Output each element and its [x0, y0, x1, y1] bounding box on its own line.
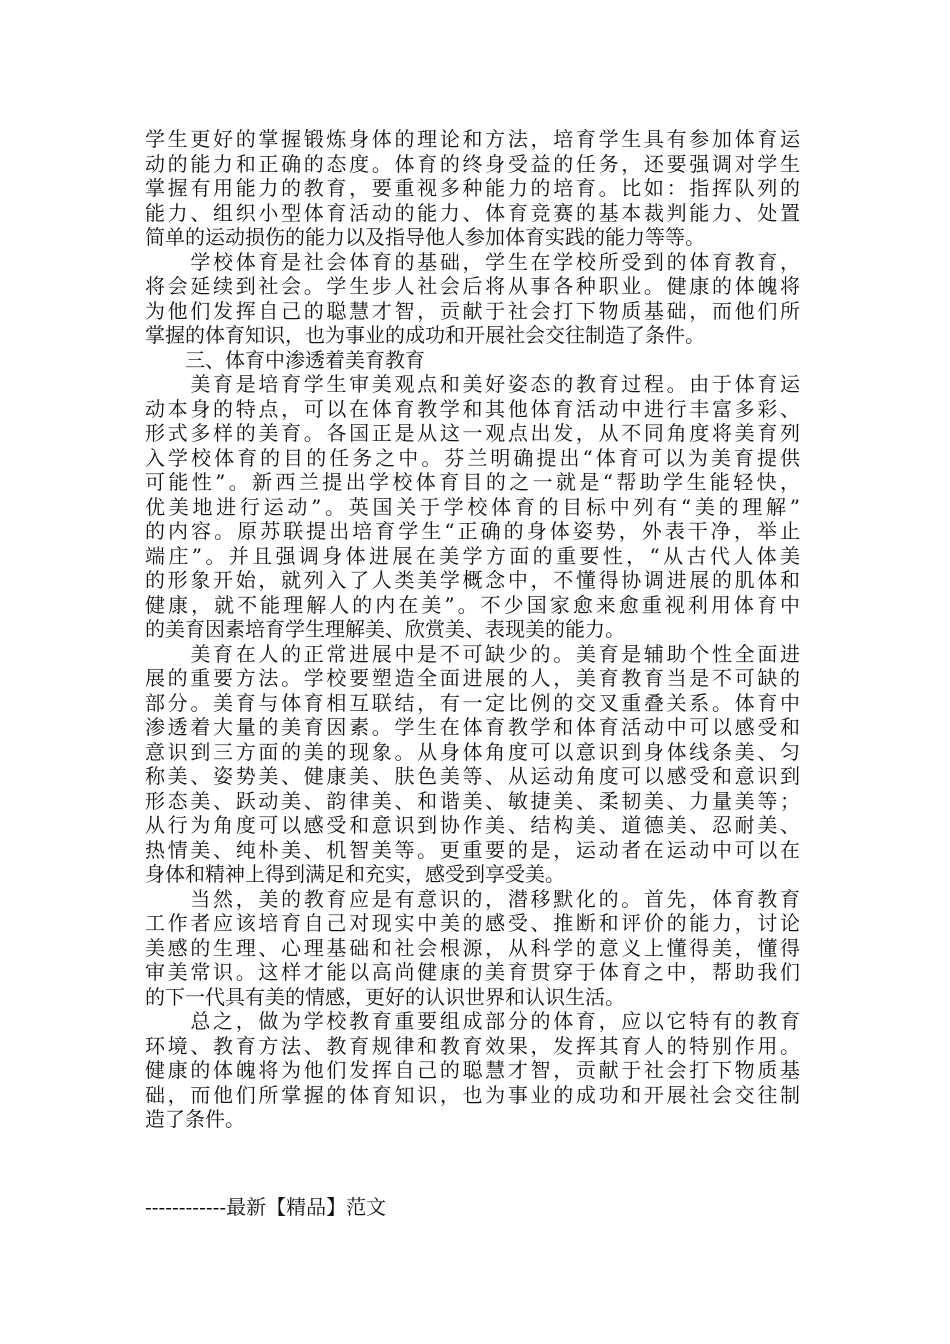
text-line: 学生更好的掌握锻炼身体的理论和方法，培育学生具有参加体育运 [145, 127, 800, 151]
text-line: 热情美、纯朴美、机智美等。更重要的是，运动者在运动中可以在 [145, 837, 800, 862]
text-line: 展的重要方法。学校要塑造全面进展的人，美育教育当是不可缺的 [145, 666, 800, 690]
text-line: 工作者应该培育自己对现实中美的感受、推断和评价的能力，讨论 [145, 911, 800, 935]
text-line: 端庄”。并且强调身体进展在美学方面的重要性，“从古代人体美 [145, 543, 800, 568]
text-line: 造了条件。 [145, 1107, 245, 1131]
text-line: 健康，就不能理解人的内在美”。不少国家愈来愈重视利用体育中 [145, 592, 800, 617]
text-line: 当然，美的教育应是有意识的，潜移默化的。首先，体育教育 [145, 886, 800, 911]
text-line: 审美常识。这样才能以高尚健康的美育贯穿于体育之中，帮助我们 [145, 960, 800, 984]
text-line: 美育在人的正常进展中是不可缺少的。美育是辅助个性全面进 [145, 641, 800, 666]
text-line: 三、体育中渗透着美育教育 [145, 347, 425, 372]
text-line: 美感的生理、心理基础和社会根源，从科学的意义上懂得美，懂得 [145, 935, 800, 960]
text-line: 身体和精神上得到满足和充实，感受到享受美。 [145, 862, 565, 886]
text-line: 的下一代具有美的情感，更好的认识世界和认识生活。 [145, 984, 625, 1009]
page-footer: ------------最新【精品】范文 [145, 1195, 387, 1219]
text-line: 从行为角度可以感受和意识到协作美、结构美、道德美、忍耐美、 [145, 813, 800, 837]
text-line: 形式多样的美育。各国正是从这一观点出发，从不同角度将美育列 [145, 421, 800, 445]
text-line: 的形象开始，就列入了人类美学概念中，不懂得协调进展的肌体和 [145, 568, 800, 592]
document-body [145, 127, 800, 1132]
text-line: 称美、姿势美、健康美、肤色美等、从运动角度可以感受和意识到 [145, 764, 800, 788]
text-line: 可能性”。新西兰提出学校体育目的之一就是“帮助学生能轻快， [145, 470, 800, 494]
text-line: 础，而他们所掌握的体育知识，也为事业的成功和开展社会交往制 [145, 1082, 800, 1107]
text-line: 学校体育是社会体育的基础，学生在学校所受到的体育教育， [145, 249, 800, 274]
text-line: 为他们发挥自己的聪慧才智，贡献于社会打下物质基础，而他们所 [145, 298, 800, 323]
text-line: 美育是培育学生审美观点和美好姿态的教育过程。由于体育运 [145, 372, 800, 396]
text-line: 掌握的体育知识，也为事业的成功和开展社会交往制造了条件。 [145, 323, 705, 347]
text-line: 将会延续到社会。学生步人社会后将从事各种职业。健康的体魄将 [145, 274, 800, 298]
text-line: 渗透着大量的美育因素。学生在体育教学和体育活动中可以感受和 [145, 715, 800, 739]
text-line: 部分。美育与体育相互联结，有一定比例的交叉重叠关系。体育中 [145, 690, 800, 715]
text-line: 动本身的特点，可以在体育教学和其他体育活动中进行丰富多彩、 [145, 396, 800, 421]
text-line: 的内容。原苏联提出培育学生“正确的身体姿势，外表干净，举止 [145, 519, 800, 543]
text-line: 优美地进行运动”。英国关于学校体育的目标中列有“美的理解” [145, 494, 800, 519]
text-line: 入学校体育的目的任务之中。芬兰明确提出“体育可以为美育提供 [145, 445, 800, 470]
text-line: 总之，做为学校教育重要组成部分的体育，应以它特有的教育 [145, 1009, 800, 1033]
text-line: 掌握有用能力的教育，要重视多种能力的培育。比如：指挥队列的 [145, 176, 800, 200]
text-line: 简单的运动损伤的能力以及指导他人参加体育实践的能力等等。 [145, 225, 705, 249]
text-line: 能力、组织小型体育活动的能力、体育竞赛的基本裁判能力、处置 [145, 200, 800, 225]
text-line: 动的能力和正确的态度。体育的终身受益的任务，还要强调对学生 [145, 151, 800, 176]
text-line: 环境、教育方法、教育规律和教育效果，发挥其育人的特别作用。 [145, 1033, 800, 1058]
text-line: 健康的体魄将为他们发挥自己的聪慧才智，贡献于社会打下物质基 [145, 1058, 800, 1082]
text-line: 形态美、跃动美、韵律美、和谐美、敏捷美、柔韧美、力量美等； [145, 788, 800, 813]
text-line: 意识到三方面的美的现象。从身体角度可以意识到身体线条美、匀 [145, 739, 800, 764]
text-line: 的美育因素培育学生理解美、欣赏美、表现美的能力。 [145, 617, 625, 641]
